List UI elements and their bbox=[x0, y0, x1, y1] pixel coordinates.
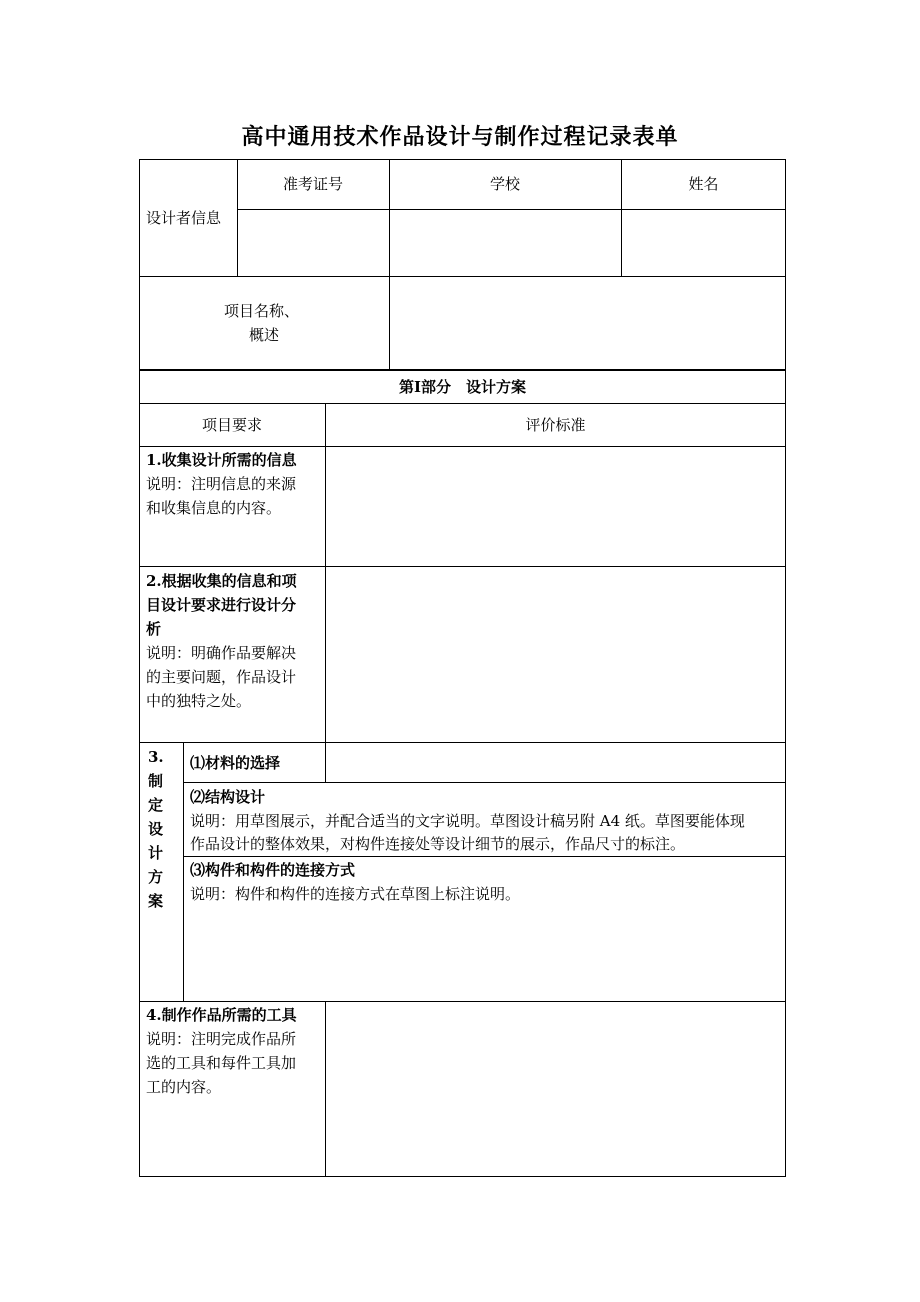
item2-title-line3: 析 bbox=[146, 620, 162, 638]
item2-desc-line3: 中的独特之处。 bbox=[146, 692, 252, 710]
project-label-line1: 项目名称、 bbox=[224, 302, 300, 320]
part1-heading: 第Ⅰ部分 设计方案 bbox=[398, 378, 527, 396]
item3-sub2-desc-line1: 说明：用草图展示，并配合适当的文字说明。草图设计稿另附 A4 纸。草图要能体现 bbox=[190, 812, 745, 830]
header-name: 姓名 bbox=[688, 175, 719, 193]
name-field[interactable] bbox=[622, 210, 785, 275]
item3-sub1-field[interactable] bbox=[326, 743, 785, 781]
header-exam-number: 准考证号 bbox=[282, 175, 343, 193]
item3-label-char: 案 bbox=[148, 892, 164, 910]
item2-title-line2: 目设计要求进行设计分 bbox=[146, 596, 297, 614]
item3-label-char: 设 bbox=[148, 820, 164, 838]
item2-title-line1: 2.根据收集的信息和项 bbox=[146, 572, 297, 590]
item3-label-char: 计 bbox=[148, 844, 164, 862]
item3-sub3-desc: 说明：构件和构件的连接方式在草图上标注说明。 bbox=[190, 885, 521, 903]
project-field[interactable] bbox=[390, 277, 785, 369]
item3-sub2-desc-line2: 作品设计的整体效果，对构件连接处等设计细节的展示，作品尺寸的标注。 bbox=[190, 835, 686, 853]
school-field[interactable] bbox=[390, 210, 620, 275]
item1-title: 1.收集设计所需的信息 bbox=[146, 451, 297, 469]
divider bbox=[183, 742, 184, 1001]
item2-desc-line2: 的主要问题，作品设计 bbox=[146, 668, 297, 686]
project-label-line2: 概述 bbox=[249, 326, 280, 344]
item2-desc-line1: 说明：明确作品要解决 bbox=[146, 644, 297, 662]
item4-title: 4.制作作品所需的工具 bbox=[146, 1006, 297, 1024]
divider bbox=[139, 403, 786, 404]
item3-label-char: 方 bbox=[148, 868, 164, 886]
item2-criteria-field[interactable] bbox=[326, 567, 785, 741]
designer-info-label: 设计者信息 bbox=[146, 209, 222, 227]
item3-sub3-title: ⑶构件和构件的连接方式 bbox=[190, 861, 356, 879]
item4-desc-line1: 说明：注明完成作品所 bbox=[146, 1030, 297, 1048]
item1-desc-line2: 和收集信息的内容。 bbox=[146, 499, 282, 517]
form-title: 高中通用技术作品设计与制作过程记录表单 bbox=[241, 124, 679, 150]
item3-label-char: 制 bbox=[148, 772, 164, 790]
item4-desc-line2: 选的工具和每件工具加 bbox=[146, 1054, 297, 1072]
divider bbox=[183, 782, 786, 783]
header-school: 学校 bbox=[489, 175, 520, 193]
col-requirement: 项目要求 bbox=[201, 416, 262, 434]
col-criteria: 评价标准 bbox=[525, 416, 586, 434]
item3-label-char: 定 bbox=[148, 796, 164, 814]
item1-criteria-field[interactable] bbox=[326, 447, 785, 565]
item4-desc-line3: 工的内容。 bbox=[146, 1078, 222, 1096]
exam-number-field[interactable] bbox=[238, 210, 388, 275]
divider bbox=[183, 856, 786, 857]
item1-desc-line1: 说明：注明信息的来源 bbox=[146, 475, 297, 493]
item4-criteria-field[interactable] bbox=[326, 1002, 785, 1176]
item3-sub2-title: ⑵结构设计 bbox=[190, 788, 266, 806]
item3-sub1-title: ⑴材料的选择 bbox=[190, 754, 281, 772]
item3-label-num: 3. bbox=[148, 748, 164, 766]
